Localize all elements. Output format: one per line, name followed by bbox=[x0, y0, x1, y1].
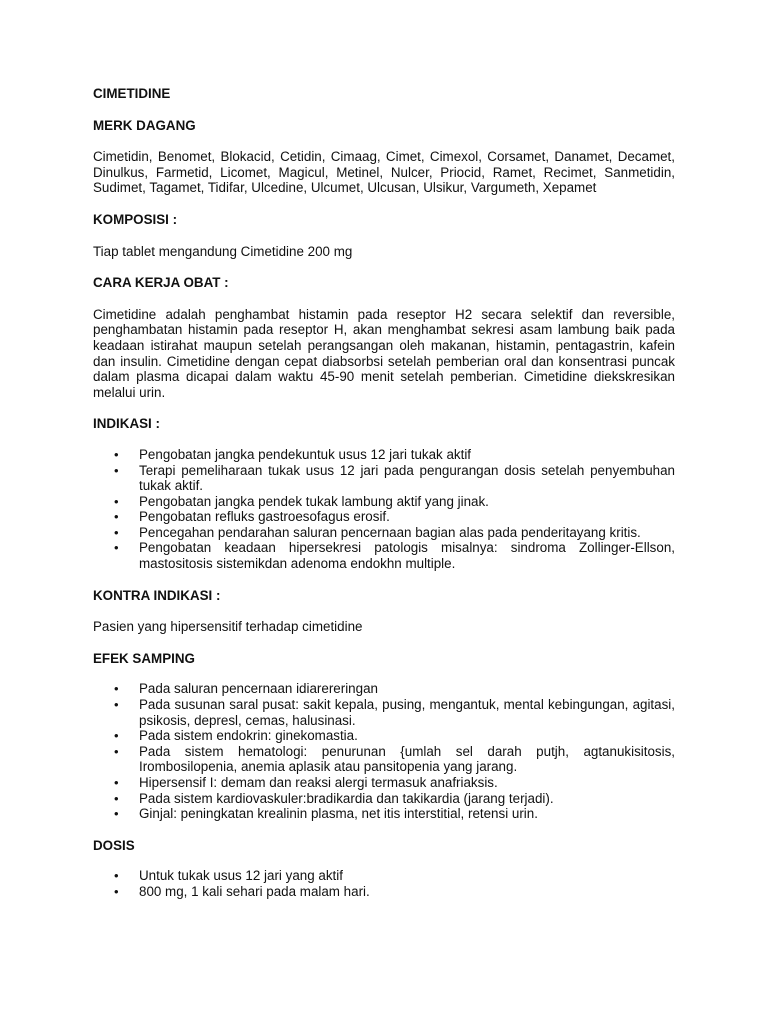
document-content bbox=[93, 86, 675, 900]
list-item: • Untuk tukak usus 12 jari yang aktif bbox=[93, 868, 675, 884]
list-item: • Pengobatan refluks gastroesofagus erosif. bbox=[93, 509, 675, 525]
list-item: • Pada saluran pencernaan idiarereringan bbox=[93, 681, 675, 697]
dosis-heading: DOSIS bbox=[93, 837, 135, 853]
list-item: • Pencegahan pendarahan saluran pencernaan bagian alas pada penderitayang kritis. bbox=[93, 525, 675, 541]
efek-samping-heading: EFEK SAMPING bbox=[93, 650, 195, 666]
list-item: • Pada sistem kardiovaskuler:bradikardia dan takikardia (jarang terjadi). bbox=[93, 791, 675, 807]
kontra-indikasi-heading: KONTRA INDIKASI : bbox=[93, 587, 221, 603]
list-item: • Terapi pemeliharaan tukak usus 12 jari pada pengurangan dosis setelah penyembuhan tukak aktif. bbox=[93, 463, 675, 494]
kontra-indikasi-text: Pasien yang hipersensitif terhadap cimetidine bbox=[93, 619, 363, 635]
list-item: • Ginjal: peningkatan krealinin plasma, net itis interstitial, retensi urin. bbox=[93, 806, 675, 822]
list-item: • Pengobatan jangka pendekuntuk usus 12 jari tukak aktif bbox=[93, 447, 675, 463]
cara-kerja-text: Cimetidine adalah penghambat histamin pada reseptor H2 secara selektif dan reversible, penghambatan histamin pada reseptor H, akan menghambat sekresi asam lambung baik pada keadaan istirahat maupun setelah perangsangan oleh makanan, histamin, pentagastrin, kafein dan insulin. Cimetidine dengan cepat diabsorbsi setelah pemberian oral dan konsentrasi puncak dalam plasma dicapai dalam waktu 45-90 menit setelah pemberian. Cimetidine diekskresikan melalui urin. bbox=[93, 306, 675, 400]
indikasi-list bbox=[93, 447, 675, 572]
list-item: • Hipersensif I: demam dan reaksi alergi termasuk anafriaksis. bbox=[93, 775, 675, 791]
merk-dagang-heading: MERK DAGANG bbox=[93, 117, 196, 133]
komposisi-heading: KOMPOSISI : bbox=[93, 211, 178, 227]
efek-samping-list bbox=[93, 681, 675, 821]
list-item: • Pengobatan keadaan hipersekresi patologis misalnya: sindroma Zollinger-Ellson, mastositosis sistemikdan adenoma endokhn multiple. bbox=[93, 540, 675, 571]
dosis-list bbox=[93, 868, 675, 899]
list-item: • Pada sistem endokrin: ginekomastia. bbox=[93, 728, 675, 744]
indikasi-heading: INDIKASI : bbox=[93, 416, 160, 432]
list-item: • 800 mg, 1 kali sehari pada malam hari. bbox=[93, 884, 675, 900]
document-title: CIMETIDINE bbox=[93, 86, 171, 101]
list-item: • Pada susunan saral pusat: sakit kepala, pusing, mengantuk, mental kebingungan, agitasi, psikosis, depresl, cemas, halusinasi. bbox=[93, 697, 675, 728]
list-item: • Pengobatan jangka pendek tukak lambung aktif yang jinak. bbox=[93, 494, 675, 510]
cara-kerja-heading: CARA KERJA OBAT : bbox=[93, 275, 229, 291]
merk-dagang-text: Cimetidin, Benomet, Blokacid, Cetidin, Cimaag, Cimet, Cimexol, Corsamet, Danamet, Decamet, Dinulkus, Farmetid, Licomet, Magicul, Metinel, Nulcer, Priocid, Ramet, Recimet, Sanmetidin, Sudimet, Tagamet, Tidifar, Ulcedine, Ulcumet, Ulcusan, Ulsikur, Vargumeth, Xepamet bbox=[93, 149, 675, 196]
komposisi-text: Tiap tablet mengandung Cimetidine 200 mg bbox=[93, 243, 353, 259]
list-item: • Pada sistem hematologi: penurunan {umlah sel darah putjh, agtanukisitosis, Irombosilopenia, anemia aplasik atau pansitopenia yang jarang. bbox=[93, 744, 675, 775]
